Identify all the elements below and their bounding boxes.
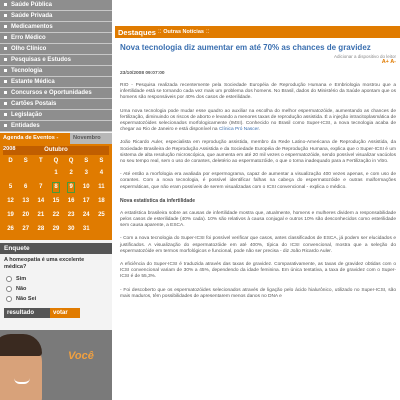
article-paragraph: - Foi descoberto que os espermatozóides selecionados através de ligação pelo ácido hialurônico, utilizado no Super-ICSI, são mais maduros, têm possibilidades de apresentarem menos danos no DNA e <box>120 287 396 299</box>
calendar-day[interactable]: 29 <box>52 226 60 232</box>
article-headline: Nova tecnologia diz aumentar em até 70% as chances de gravidez <box>120 43 371 52</box>
calendar-day[interactable]: 31 <box>82 226 90 232</box>
calendar-day[interactable]: 23 <box>67 212 75 218</box>
calendar-day[interactable] <box>48 181 63 194</box>
poll-actions <box>4 308 108 318</box>
calendar-weekday: S <box>84 158 89 164</box>
font-size-controls[interactable]: A+ A- <box>381 59 396 65</box>
promo-person-hair <box>0 334 42 356</box>
calendar-weekday: Q <box>53 158 59 164</box>
article-paragraph: RIO - Pesquisa realizada recentemente pela Sociedade Européia de Reprodução Humana e Embriologia mostrou que a infertilidade está se tornando cada vez mais um problema dos homens. No Brasil, dados do Ministério da Saúde apontam que os homens são responsáveis por 40% dos casos de esterilidade. <box>120 83 396 101</box>
poll-body <box>0 254 112 321</box>
calendar-day[interactable]: 7 <box>39 184 43 190</box>
main-content <box>115 0 400 400</box>
poll-option-nao[interactable] <box>6 284 108 294</box>
calendar-day[interactable]: 17 <box>82 198 90 204</box>
poll-result-button[interactable]: resultado <box>4 308 50 318</box>
calendar-empty <box>18 167 33 180</box>
radio-nao-sei[interactable] <box>6 296 12 302</box>
add-reader-link[interactable]: Adicionar a dispositivo do leitor <box>333 54 396 59</box>
nav-item-olho-clinico[interactable]: Olho Clínico <box>0 44 112 55</box>
calendar-weekday: Q <box>68 158 74 164</box>
calendar-event-day[interactable]: 9 <box>67 182 74 193</box>
calendar-empty <box>3 167 18 180</box>
top-bar <box>115 0 400 26</box>
article-paragraph: - Com a nova tecnologia do Super-ICSI foi possível verificar que casos, antes classificados de ESCA, já podem ser elucidados e justificados. A visualização do espermatozóide em até 400%, típica do ICSI convencional, mostra que a seleção do espermatozóide em termos morfológicos e funcional, pode não ser precisa - diz João Ricardo Auler. <box>120 236 396 254</box>
radio-nao[interactable] <box>6 286 12 292</box>
nav-item-cartoes-postais[interactable]: Cartões Postais <box>0 99 112 110</box>
nav-item-pesquisas[interactable]: Pesquisas e Estudos <box>0 55 112 66</box>
calendar-day[interactable]: 26 <box>7 226 14 232</box>
section-title[interactable]: Destaques <box>118 27 156 37</box>
calendar-day[interactable]: 2 <box>69 170 73 176</box>
calendar-weekday: S <box>23 158 28 164</box>
calendar-day[interactable]: 24 <box>82 212 90 218</box>
calendar-day[interactable]: 4 <box>99 170 104 176</box>
nav-item-saude-publica[interactable]: Saúde Pública <box>0 0 112 11</box>
poll-option-label: Não <box>16 286 27 292</box>
article-paragraph: João Ricardo Auler, especialista em reprodução assistida, membro da Rede Latino-Americana de Reprodução Assistida, da Sociedade Brasileira de Reprodução Assistida e da Sociedade Européia de Reprodução Humana, explica que o Super-ICSI é um sistema de alta resolução microscópica, que aumenta em até 20 mil vezes o espermatozóide, sendo possível visualizar vacúolos no seu tempo real, sem o uso de corantes, deletério ao espermatozóide, o que o torna inadequado para a Fertilização in Vitro. <box>120 140 396 165</box>
calendar-day[interactable]: 20 <box>22 212 30 218</box>
article-paragraph: A estatística brasileira sobre as causas de infertilidade mostra que, atualmente, homens e mulheres dividem a responsabilidade pelos casos de esterilidade (40% cada). 10% são relativos à causa conjugal e outros 10% são desconhecidos como esterilidade sem causa aparente, a ESCA. <box>120 210 396 229</box>
section-separator: :: <box>205 29 210 35</box>
calendar-day[interactable]: 30 <box>67 226 75 232</box>
calendar-day[interactable]: 22 <box>52 212 60 218</box>
article-tools <box>120 54 396 65</box>
poll-option-sim[interactable] <box>6 274 108 284</box>
nav-item-concursos[interactable]: Concursos e Oportunidades <box>0 88 112 99</box>
calendar-weekday: D <box>8 158 13 164</box>
nav-item-saude-privada[interactable]: Saúde Privada <box>0 11 112 22</box>
nav-item-entidades[interactable]: Entidades <box>0 121 112 132</box>
article-paragraph: - Até então a morfologia era avaliada por espermograma, capaz de aumentar a visualização 400 vezes apenas, e com uso de corantes. Com a nova tecnologia, é possível identificar falhas na cabeça do espermatozóide e outras malformações espermáticas, que não eram possíveis de serem visualizadas com o ICSI convencional - explica o médico. <box>120 172 396 190</box>
tab-novembro[interactable]: Novembro <box>70 133 112 144</box>
nav-item-legislacao[interactable]: Legislação <box>0 110 112 121</box>
sidebar-nav <box>0 0 112 132</box>
clinica-link[interactable]: Clínica Pró Nascer <box>218 127 259 133</box>
poll-header: Enquete <box>0 243 112 254</box>
calendar-empty <box>33 167 48 180</box>
calendar-day[interactable]: 3 <box>84 170 88 176</box>
nav-item-estante-medica[interactable]: Estante Médica <box>0 77 112 88</box>
nav-item-erro-medico[interactable]: Erro Médico <box>0 33 112 44</box>
calendar-day[interactable]: 19 <box>7 212 14 218</box>
section-separator: :: <box>157 29 162 35</box>
calendar-day[interactable] <box>64 181 79 194</box>
calendar-day[interactable]: 27 <box>22 226 30 232</box>
poll-option-label: Sim <box>16 276 27 282</box>
calendar-day[interactable]: 1 <box>54 170 58 176</box>
calendar-day[interactable]: 6 <box>24 184 28 190</box>
calendar-day[interactable]: 25 <box>98 212 105 218</box>
calendar-day[interactable]: 5 <box>8 184 13 190</box>
poll-option-nao-sei[interactable] <box>6 294 108 304</box>
calendar-day[interactable]: 11 <box>98 184 105 190</box>
radio-sim[interactable] <box>6 276 12 282</box>
calendar-day[interactable]: 10 <box>82 184 90 190</box>
promo-banner[interactable] <box>0 330 112 400</box>
calendar-month: Outubro <box>3 146 109 155</box>
calendar-day[interactable]: 14 <box>37 198 45 204</box>
calendar-day[interactable]: 28 <box>37 226 45 232</box>
article <box>115 43 400 300</box>
calendar-weekday: S <box>99 158 104 164</box>
calendar-day[interactable]: 21 <box>37 212 45 218</box>
section-subtitle[interactable]: Outras Notícias <box>163 29 204 35</box>
poll-question: A homeopatia é uma excelente médica? <box>4 257 85 270</box>
article-dateline: 23/10/2008 09:07:00 <box>120 71 165 76</box>
article-paragraph: A eficiência do Super-ICSI é traduzida através das taxas de gravidez. Comparativamente, as taxas de gravidez obtidas com o ICSI convencional variam de 30% a 45%, dependendo da idade feminina. Em única tentativa, a taxa de gravidez com o Super-ICSI é de 55,3%. <box>120 262 396 280</box>
paragraph-text: Uma nova tecnologia pode mudar esse quadro ao auxiliar na escolha do melhor espermatozóide, aumentando as chances de fertilização, diminuindo os riscos de aborto e levando a menores taxas de reprodução assistida. É a injeção intracitoplasmática de espermatozóides selecionados morfologicamente (IMSI). Conhecido no Brasil como Super-ICSI, a nova tecnologia acaba de chegar ao Rio de Janeiro e está disponível na <box>120 108 396 133</box>
section-bar <box>115 26 400 38</box>
nav-item-tecnologia[interactable]: Tecnologia <box>0 66 112 77</box>
nav-item-medicamentos[interactable]: Medicamentos <box>0 22 112 33</box>
calendar-weekday: T <box>39 158 43 164</box>
promo-text: Você <box>68 350 94 362</box>
article-paragraph: Uma nova tecnologia pode mudar esse quadro ao auxiliar na escolha do melhor espermatozóide, aumentando as chances de fertilização, diminuindo os riscos de aborto e levando a menores taxas de reprodução assistida. É a injeção intracitoplasmática de espermatozóides selecionados morfologicamente (IMSI). Conhecido no Brasil como Super-ICSI, a nova tecnologia acaba de chegar ao Rio de Janeiro e está disponível na Clínica Pró Nascer. <box>120 108 396 133</box>
calendar-grid <box>3 157 109 236</box>
calendar-day[interactable]: 13 <box>22 198 30 204</box>
calendar-empty <box>94 223 109 236</box>
poll-option-label: Não Sei <box>16 296 37 302</box>
event-calendar <box>0 144 112 240</box>
poll-vote-button[interactable]: votar <box>50 308 80 318</box>
calendar-day[interactable]: 15 <box>52 198 60 204</box>
calendar-day[interactable]: 16 <box>67 198 75 204</box>
calendar-day[interactable]: 18 <box>98 198 105 204</box>
calendar-day[interactable]: 12 <box>7 198 14 204</box>
article-subhead: Nova estatística da infertilidade <box>120 197 196 204</box>
tab-agenda-eventos[interactable]: Agenda de Eventos - 2008 <box>0 133 70 144</box>
calendar-event-day[interactable]: 8 <box>52 182 59 193</box>
